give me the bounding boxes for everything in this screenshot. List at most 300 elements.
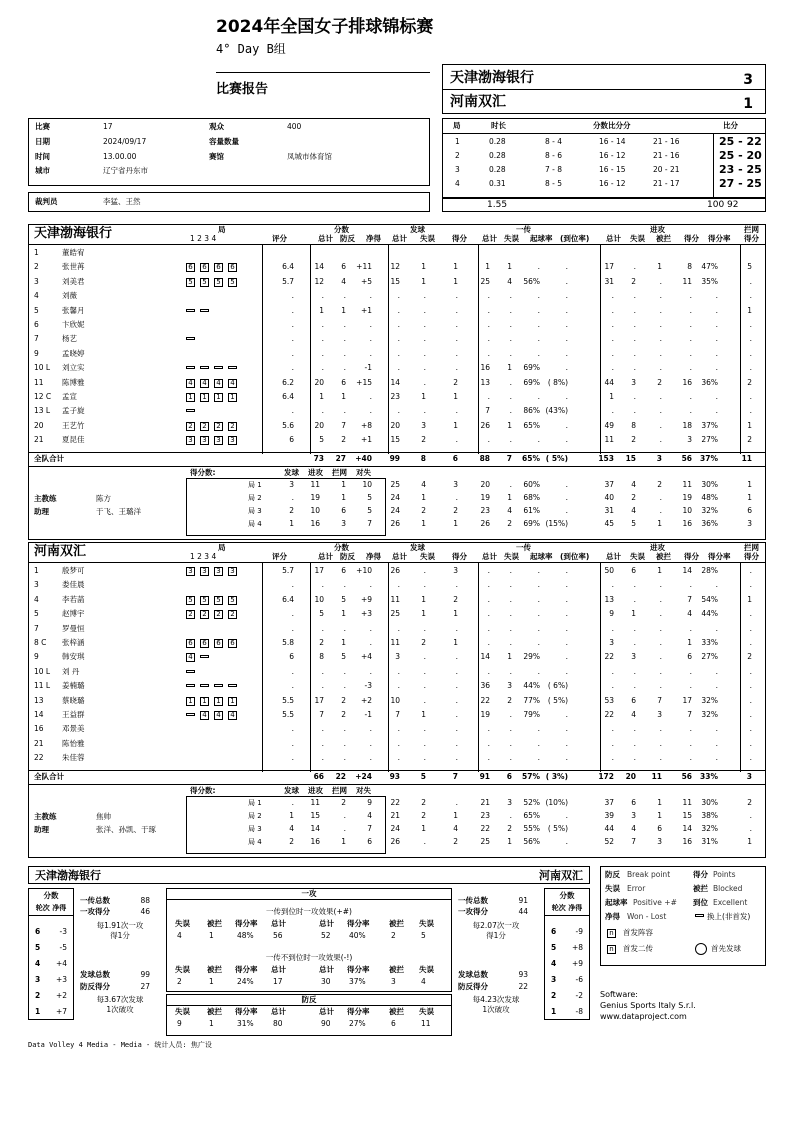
by-set-stat: 52% [523, 797, 540, 807]
hdr-set: 局 [218, 543, 226, 552]
coach-name: 陈方 [96, 493, 111, 503]
sideout-value: 2 [177, 977, 182, 986]
stat-cell: . [343, 348, 346, 358]
stat-cell: . [397, 348, 400, 358]
value-referee: 李猛、王然 [103, 197, 141, 206]
stat-cell: . [423, 623, 426, 633]
stat-cell: . [659, 666, 662, 676]
legend-bp: 防反 [605, 870, 620, 879]
stat-cell: 7 [657, 695, 662, 705]
stat-cell: . [565, 420, 568, 430]
stat-cell: . [487, 320, 490, 329]
by-set-stat: 7 [631, 836, 636, 846]
stat-cell: . [565, 363, 568, 373]
by-set-stat: 25 [390, 479, 400, 489]
set-score: 23 - 25 [719, 163, 762, 176]
stat-cell: . [565, 348, 568, 358]
stat-cell: . [509, 320, 512, 329]
by-set-name: 局 2 [248, 811, 262, 820]
stat-cell: . [369, 738, 372, 748]
stat-cell: . [321, 724, 324, 734]
stat-cell: 54% [701, 594, 718, 604]
stat-cell: . [689, 348, 692, 358]
bp-header: 失误 [175, 1007, 190, 1016]
rotation-net: +4 [55, 959, 67, 968]
rotation-net: -8 [575, 1007, 583, 1016]
stat-cell: +1 [360, 435, 372, 445]
team-total-cell: 6 [452, 453, 458, 463]
stat-cell: 53 [604, 695, 614, 705]
hdr-total: 总计 [318, 234, 333, 243]
bp-header: 总计 [271, 1007, 286, 1016]
starting-position: 6 [200, 639, 209, 648]
starting-position: 1 [228, 697, 237, 706]
by-set-stat: 3 [631, 810, 636, 820]
starting-position: 3 [214, 436, 223, 445]
stat-cell: 1 [507, 420, 512, 430]
rotation-net: -2 [575, 991, 583, 1000]
a-serve-total-label: 发球总数 [80, 970, 110, 979]
stat-cell: 5 [341, 594, 346, 604]
hdr-serve: 发球 [410, 543, 425, 552]
stat-cell: 15 [390, 435, 400, 445]
sub-header: 总计 [319, 919, 334, 928]
starting-position: 6 [228, 263, 237, 272]
starting-position: 5 [228, 278, 237, 287]
by-set-score: 2 [289, 505, 294, 515]
stat-cell: . [369, 666, 372, 676]
stat-cell: 16 [682, 377, 692, 387]
stat-cell: . [715, 580, 718, 590]
stat-cell: . [537, 305, 540, 315]
stat-cell: . [321, 681, 324, 691]
by-set-stat: 2 [421, 810, 426, 820]
legend-pts-en: Points [713, 870, 736, 879]
hdr-recv: 一传 [516, 543, 531, 552]
player-number: 3 [34, 276, 39, 286]
by-set-stat: 26 [390, 836, 400, 846]
by-set-stat: 4 [507, 505, 512, 515]
stat-cell: 79% [523, 710, 540, 719]
by-set-stat: 1 [747, 479, 752, 489]
legend-err: 失误 [605, 884, 620, 893]
stat-cell: . [487, 666, 490, 676]
by-set-stat: 4 [631, 505, 636, 515]
substitution-mark [186, 366, 195, 369]
player-name: 罗曼恒 [62, 623, 85, 633]
coach-label: 主教练 [34, 493, 57, 503]
by-set-stat: 1 [421, 492, 426, 502]
stat-cell: . [537, 435, 540, 445]
bp-value: 31% [237, 1019, 254, 1028]
bp-header: 总计 [319, 1007, 334, 1016]
hdr-att-err: 失误 [630, 234, 645, 243]
substitution-mark [186, 684, 195, 687]
stat-cell: . [715, 334, 718, 344]
stat-cell: 6 [341, 377, 346, 387]
hdr-set-nums: 1 2 3 4 [190, 234, 217, 243]
stat-cell: . [565, 594, 568, 604]
by-set-stat: 3 [507, 797, 512, 807]
by-set-header: 发球 [284, 467, 299, 477]
stat-cell: . [537, 291, 540, 301]
legend-blk: 被拦 [693, 884, 708, 893]
set-partial-2: 16 - 12 [599, 151, 626, 160]
stat-cell: . [343, 738, 346, 748]
stat-cell: 5.6 [282, 420, 294, 430]
starting-position: 6 [214, 263, 223, 272]
sub-header: 总计 [319, 965, 334, 974]
stat-cell: 44 [604, 377, 614, 387]
stat-cell: 6 [687, 652, 692, 662]
by-set-stat: . [455, 492, 458, 502]
player-name: 刘美君 [62, 276, 85, 286]
stat-cell: . [343, 681, 346, 691]
player-number: 10 L [34, 363, 51, 373]
hdr-att-pts: 得分 [684, 234, 699, 243]
player-number: 9 [34, 652, 39, 662]
stat-cell: . [423, 334, 426, 344]
stat-cell: 2 [341, 695, 346, 705]
stat-cell: . [455, 334, 458, 344]
stat-cell: . [715, 392, 718, 401]
stat-cell: . [689, 392, 692, 401]
stat-cell: . [455, 623, 458, 633]
by-set-score: 6 [341, 505, 346, 515]
stat-cell: . [369, 623, 372, 633]
stat-cell: . [537, 738, 540, 748]
team-b-sets: 1 [743, 96, 753, 112]
stat-cell: . [423, 348, 426, 358]
by-set-header: 对失 [356, 785, 371, 795]
hdr-att-blk: 被拦 [656, 552, 671, 561]
stat-cell: . [611, 666, 614, 676]
sub-header: 失误 [175, 965, 190, 974]
by-set-stat: 30% [701, 797, 718, 807]
stat-cell: . [291, 753, 294, 763]
by-set-stat: 39 [604, 810, 614, 820]
stat-cell: +1 [360, 305, 372, 315]
stat-cell: 69% [523, 377, 540, 387]
by-set-stat: 11 [682, 797, 692, 807]
stat-cell: . [749, 695, 752, 705]
stat-cell: . [565, 291, 568, 301]
starting-position: 5 [186, 596, 195, 605]
a-serve-note: 每3.67次发球 1次破攻 [96, 995, 144, 1014]
hdr-att-pct: 得分率 [708, 552, 731, 561]
a-bp-label: 防反得分 [80, 982, 110, 991]
stat-cell: 4 [687, 609, 692, 619]
stat-cell: 1 [453, 420, 458, 430]
hdr-rating: 评分 [272, 552, 287, 561]
stat-cell: +15 [356, 377, 372, 387]
sub-header: 被拦 [207, 965, 222, 974]
stat-cell: . [689, 291, 692, 301]
player-name: 孟晓婷 [62, 348, 85, 358]
player-number: 21 [34, 435, 44, 445]
stat-cell: 1 [747, 305, 752, 315]
hdr-block: 拦网 [744, 225, 759, 234]
stat-cell: 7 [319, 710, 324, 719]
stat-cell: . [343, 623, 346, 633]
rotation-number: 4 [551, 959, 557, 968]
starting-position: 4 [186, 379, 195, 388]
by-set-stat: 4 [453, 823, 458, 833]
stat-cell: . [487, 334, 490, 344]
stat-cell: . [659, 420, 662, 430]
stat-cell: 1 [453, 276, 458, 286]
stat-cell: . [565, 334, 568, 344]
rotation-number: 5 [35, 943, 41, 952]
team-total-cell: 7 [506, 453, 512, 463]
player-name: 孟子旋 [62, 406, 85, 416]
hdr-recv-pos: 起球率 [530, 234, 553, 243]
stat-cell: . [369, 406, 372, 416]
stat-cell: . [537, 666, 540, 676]
legend-exc: 到位 [693, 898, 708, 907]
stat-cell: 6.4 [282, 594, 294, 604]
stat-cell: +5 [360, 276, 372, 286]
starting-position: 4 [228, 711, 237, 720]
stat-cell: 33% [701, 638, 718, 647]
by-set-name: 局 3 [248, 506, 262, 515]
stat-cell: . [397, 724, 400, 734]
by-set-stat: 44 [604, 823, 614, 833]
stat-cell: . [291, 291, 294, 301]
legend-pos-en: Positive +# [633, 898, 677, 907]
set-partial-2: 16 - 15 [599, 165, 626, 174]
label-capacity: 容量数量 [209, 137, 239, 146]
by-set-stat: 2 [453, 505, 458, 515]
bp-value: 90 [321, 1019, 331, 1028]
stat-cell: . [423, 724, 426, 734]
team-name: 天津渤海银行 [34, 226, 113, 241]
by-set-stat: (10%) [545, 797, 568, 807]
by-set-stat: . [659, 505, 662, 515]
set-duration: 0.28 [489, 151, 506, 160]
rotation-number: 5 [551, 943, 557, 952]
stat-cell: . [749, 666, 752, 676]
stat-cell: . [455, 681, 458, 691]
stat-cell: . [659, 291, 662, 301]
stat-cell: +3 [360, 609, 372, 619]
by-set-stat: 61% [523, 505, 540, 515]
hdr-bp: 防反 [340, 552, 355, 561]
stat-cell: . [749, 710, 752, 719]
stat-cell: . [633, 320, 636, 329]
stat-cell: 18 [682, 420, 692, 430]
set-duration: 0.28 [489, 165, 506, 174]
by-set-stat: 2 [507, 518, 512, 528]
stat-cell: 20 [314, 420, 324, 430]
stat-cell: 36% [701, 377, 718, 387]
stat-cell: 36 [480, 681, 490, 691]
a-serve-total: 99 [140, 970, 150, 979]
player-number: 10 L [34, 666, 51, 676]
starting-position: 4 [228, 379, 237, 388]
stat-cell: 12 [390, 262, 400, 272]
by-set-stat: 16 [682, 518, 692, 528]
stat-cell: 3 [395, 652, 400, 662]
by-set-stat: 36% [701, 518, 718, 528]
stat-cell: 1 [421, 276, 426, 286]
rule [28, 452, 766, 453]
hdr-recv-pos: 起球率 [530, 552, 553, 561]
hdr-points: 分数 [334, 543, 349, 552]
by-set-stat: 31 [604, 505, 614, 515]
set-partial-3: 21 - 16 [653, 137, 680, 146]
stat-cell: 6 [289, 652, 294, 662]
hdr-set: 局 [218, 225, 226, 234]
stat-cell: . [509, 334, 512, 344]
player-number: 4 [34, 594, 39, 604]
stat-cell: 2 [453, 594, 458, 604]
stat-cell: 1 [747, 420, 752, 430]
stat-cell: . [565, 652, 568, 662]
referee-box [28, 192, 430, 212]
stat-cell: 2 [657, 377, 662, 387]
stat-cell: 14 [682, 566, 692, 575]
stat-cell: . [565, 710, 568, 719]
stat-cell: . [455, 724, 458, 734]
software-url: www.dataproject.com [600, 1012, 687, 1021]
stat-cell: . [689, 334, 692, 344]
rotation-number: 3 [35, 975, 41, 984]
stat-cell: . [321, 348, 324, 358]
team-a-sets: 3 [743, 72, 753, 88]
assistant-label: 助理 [34, 824, 49, 834]
stat-cell: . [659, 623, 662, 633]
stat-cell: . [537, 724, 540, 734]
stat-cell: . [659, 348, 662, 358]
stat-cell: . [423, 652, 426, 662]
stat-cell: . [749, 638, 752, 647]
by-set-stat: 2 [421, 505, 426, 515]
stat-cell: . [509, 291, 512, 301]
score-box [442, 64, 766, 114]
stat-cell: . [291, 623, 294, 633]
b-bp-label: 防反得分 [458, 982, 488, 991]
team-total-cell: +40 [355, 453, 372, 463]
team-total-label: 全队合计 [34, 771, 64, 781]
legend-setter-icon: n [607, 945, 616, 954]
by-set-label: 得分数: [190, 467, 216, 477]
by-set-stat: 23 [480, 505, 490, 515]
stat-cell: . [689, 623, 692, 633]
by-set-stat: 21 [390, 810, 400, 820]
by-set-stat: . [565, 810, 568, 820]
stat-cell: . [423, 363, 426, 373]
sideout-value: 5 [421, 931, 426, 940]
stat-cell: . [659, 435, 662, 445]
set-score: 25 - 22 [719, 135, 762, 148]
team-total-cell: 66 [313, 771, 324, 781]
stat-cell: 22 [604, 652, 614, 662]
stat-cell: . [291, 609, 294, 619]
team-total-cell: 5 [420, 771, 426, 781]
stat-cell: . [715, 348, 718, 358]
stat-cell: . [423, 738, 426, 748]
stat-cell: 37% [701, 420, 718, 430]
sideout-value: 2 [391, 931, 396, 940]
stat-cell: . [659, 363, 662, 373]
by-set-score: 5 [367, 492, 372, 502]
stat-cell: . [749, 609, 752, 619]
stat-cell: 20 [390, 420, 400, 430]
starting-position: 2 [186, 610, 195, 619]
stat-cell: +2 [360, 695, 372, 705]
stat-cell: . [611, 334, 614, 344]
rotation-net: +9 [571, 959, 583, 968]
by-set-stat: 1 [453, 810, 458, 820]
substitution-mark [214, 366, 223, 369]
player-name: 李若菡 [62, 594, 85, 604]
by-set-stat: 37 [604, 479, 614, 489]
legend-pos: 起球率 [605, 898, 628, 907]
sideout-value: 17 [273, 977, 283, 986]
team-total-cell: +24 [355, 771, 372, 781]
by-set-score: 16 [310, 836, 320, 846]
team-total-label: 全队合计 [34, 453, 64, 463]
stat-cell: . [659, 276, 662, 286]
stat-cell: 1 [421, 262, 426, 272]
by-set-stat: (15%) [545, 518, 568, 528]
stat-cell: 50 [604, 566, 614, 575]
stat-cell: 1 [341, 392, 346, 401]
breakpoint-table [166, 994, 452, 1036]
stat-cell: . [423, 753, 426, 763]
sub-header: 得分率 [235, 965, 258, 974]
legend-blk-en: Blocked [713, 884, 743, 893]
starting-position: 4 [200, 711, 209, 720]
rotation-net: -9 [575, 927, 583, 936]
player-number: 11 [34, 377, 44, 387]
starting-position: 6 [214, 639, 223, 648]
stat-cell: 7 [485, 406, 490, 416]
stat-cell: 47% [701, 262, 718, 272]
by-set-stat: ( 5%) [547, 823, 568, 833]
team-total-cell: 56 [681, 453, 692, 463]
stat-cell: 2 [747, 377, 752, 387]
stat-cell: . [565, 435, 568, 445]
stat-cell: . [397, 320, 400, 329]
b-att-pts-label: 一攻得分 [458, 907, 488, 916]
legend-first-serve: 首先发球 [711, 944, 741, 953]
sideout-title: 一攻 [301, 889, 317, 898]
by-set-stat: 5 [631, 518, 636, 528]
by-set-stat: 4 [421, 479, 426, 489]
stat-cell: . [633, 363, 636, 373]
by-set-stat: 1 [657, 810, 662, 820]
player-number: 1 [34, 248, 39, 257]
by-set-stat: 14 [682, 823, 692, 833]
by-set-stat: 30% [701, 479, 718, 489]
sideout-value: 48% [237, 931, 254, 940]
stat-cell: . [397, 738, 400, 748]
stat-cell: 1 [507, 363, 512, 373]
set-duration: 0.28 [489, 137, 506, 146]
stat-cell: . [749, 566, 752, 575]
stat-cell: . [423, 406, 426, 416]
starting-position: 6 [200, 263, 209, 272]
stat-cell: . [343, 334, 346, 344]
stat-cell: ( 6%) [547, 681, 568, 691]
stat-cell: 5 [319, 609, 324, 619]
rotation-net: +8 [571, 943, 583, 952]
by-set-stat: . [423, 836, 426, 846]
by-set-name: 局 4 [248, 837, 262, 846]
player-number: 8 C [34, 638, 47, 647]
